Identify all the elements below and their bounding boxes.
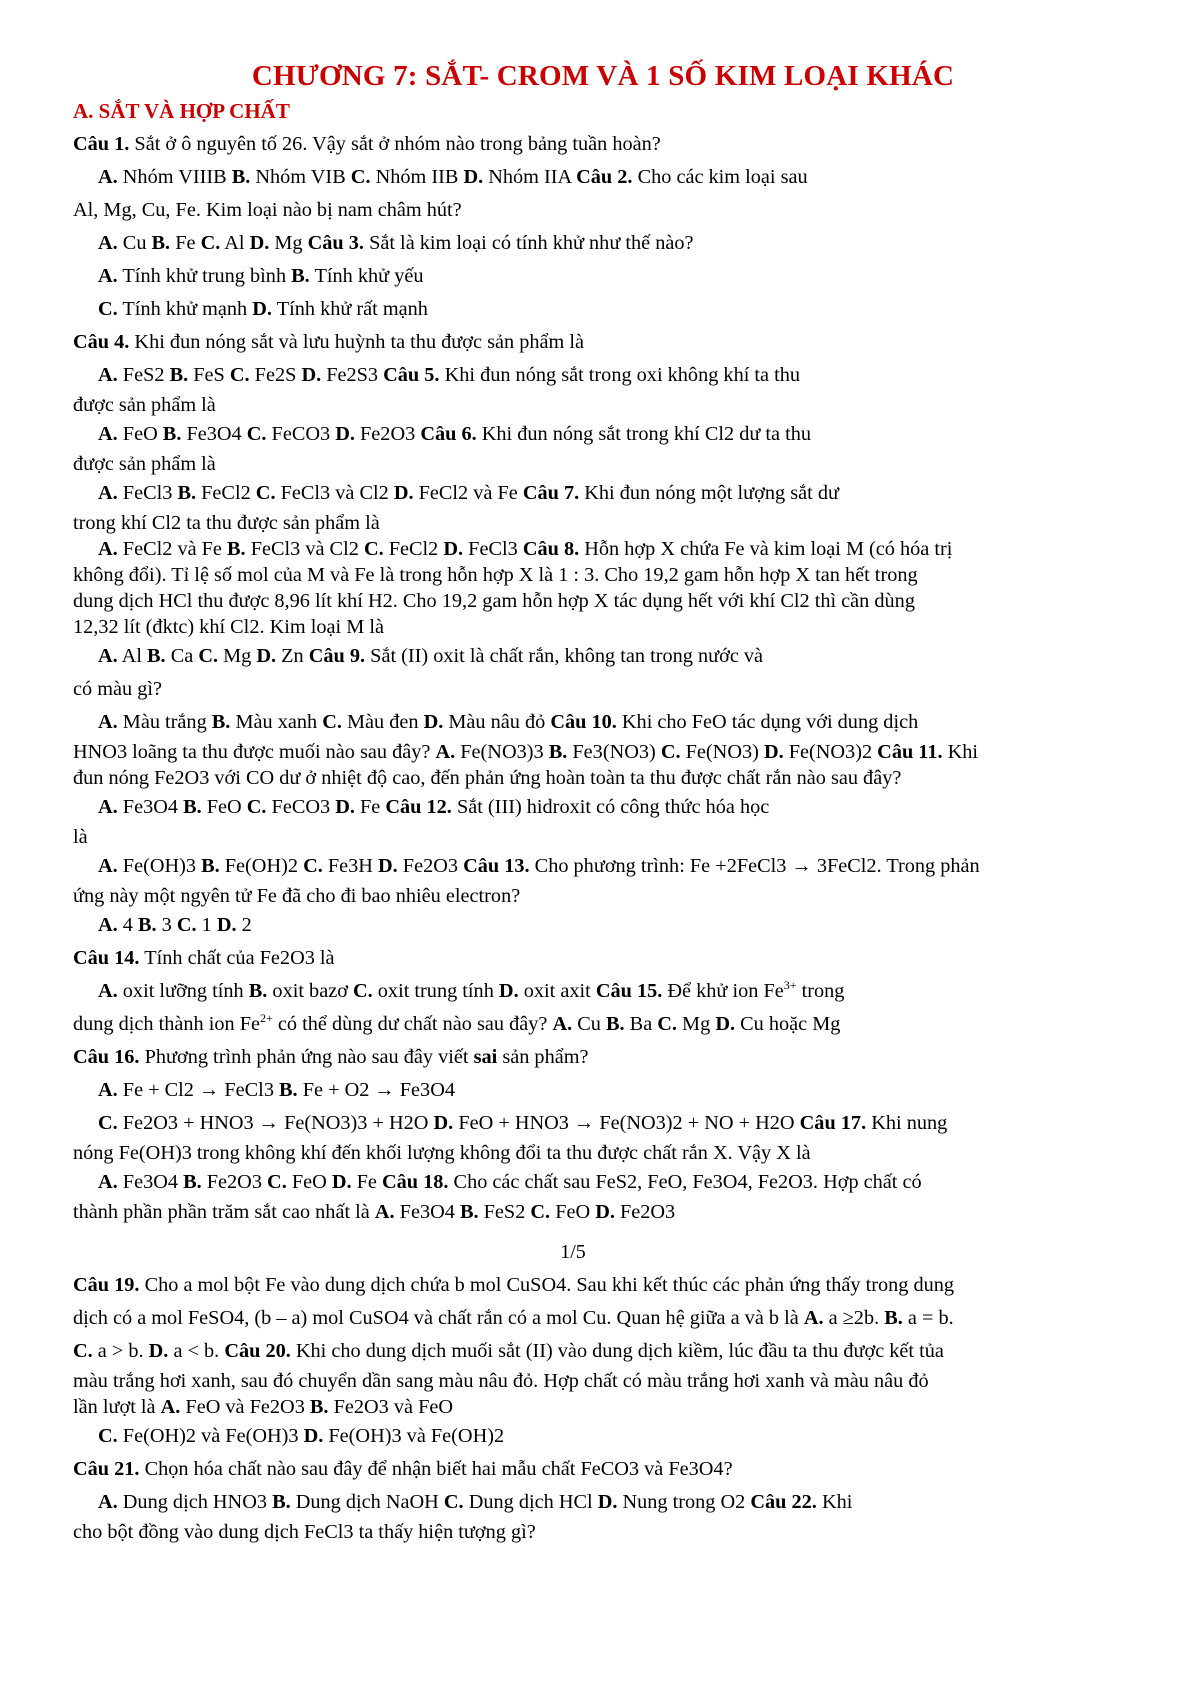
bold-label: C. bbox=[246, 423, 267, 445]
text-run: Fe3O4 bbox=[117, 1171, 184, 1193]
bold-label: A. bbox=[552, 1013, 573, 1035]
text-line bbox=[73, 1453, 1133, 1486]
bold-label: B. bbox=[291, 265, 310, 287]
bold-label: Câu 18. bbox=[381, 1171, 449, 1193]
bold-label: C. bbox=[660, 741, 681, 763]
bold-label: A. bbox=[98, 538, 118, 560]
questions-block-2 bbox=[73, 1269, 1133, 1545]
text-run: Sắt (III) hidroxit có công thức hóa học bbox=[451, 796, 770, 818]
text-run: cho bột đồng vào dung dịch FeCl3 ta thấy hiện tượng gì? bbox=[73, 1521, 536, 1543]
bold-label: sai bbox=[473, 1046, 498, 1068]
bold-label: B. bbox=[309, 1396, 329, 1418]
bold-label: C. bbox=[98, 298, 118, 320]
text-run: Fe + O2 → Fe3O4 bbox=[297, 1079, 455, 1101]
bold-label: Câu 6. bbox=[420, 423, 477, 445]
text-run: Khi đun nóng một lượng sắt dư bbox=[579, 482, 839, 504]
text-line bbox=[73, 161, 1133, 194]
bold-label: D. bbox=[378, 855, 398, 877]
text-run: FeO bbox=[286, 1171, 332, 1193]
bold-label: D. bbox=[595, 1201, 615, 1223]
text-run: Khi nung bbox=[866, 1112, 948, 1134]
bold-label: D. bbox=[252, 298, 272, 320]
text-line bbox=[73, 1041, 1133, 1074]
text-run: lần lượt là bbox=[73, 1396, 161, 1418]
bold-label: Câu 22. bbox=[750, 1491, 817, 1513]
bold-label: D. bbox=[303, 1425, 324, 1447]
bold-label: B. bbox=[272, 1491, 291, 1513]
text-run: dung dịch HCl thu được 8,96 lít khí H2. Cho 19,2 gam hỗn hợp X tác dụng hết với khí Cl2 thì cần dùng bbox=[73, 590, 915, 612]
bold-label: Câu 9. bbox=[308, 645, 366, 667]
text-run: có thể dùng dư chất nào sau đây? bbox=[272, 1013, 553, 1035]
bold-label: A. bbox=[803, 1307, 824, 1329]
text-run: màu trắng hơi xanh, sau đó chuyển dần sang màu nâu đỏ. Hợp chất có màu trắng hơi xanh và màu nâu đỏ bbox=[73, 1370, 929, 1392]
bold-label: Câu 17. bbox=[799, 1112, 867, 1134]
text-run: Sắt là kim loại có tính khử như thế nào? bbox=[364, 232, 694, 254]
bold-label: Câu 5. bbox=[383, 364, 440, 386]
text-run: là bbox=[73, 826, 88, 848]
text-run: FeS bbox=[188, 364, 230, 386]
text-run: a ≥2b. bbox=[823, 1307, 885, 1329]
text-run: Cho các kim loại sau bbox=[632, 166, 808, 188]
text-run: thành phần phần trăm sắt cao nhất là bbox=[73, 1201, 375, 1223]
bold-label: D. bbox=[597, 1491, 618, 1513]
section-heading: A. SẮT VÀ HỢP CHẤT bbox=[73, 99, 290, 123]
text-line bbox=[73, 850, 1133, 883]
bold-label: B. bbox=[147, 645, 166, 667]
text-run: FeO + HNO3 → Fe(NO3)2 + NO + H2O bbox=[453, 1112, 800, 1134]
bold-label: Câu 2. bbox=[576, 166, 633, 188]
bold-label: A. bbox=[98, 645, 118, 667]
text-run: HNO3 loãng ta thu được muối nào sau đây? bbox=[73, 741, 436, 763]
text-run: Tính khử yếu bbox=[309, 265, 424, 287]
bold-label: C. bbox=[303, 855, 323, 877]
text-run: Khi bbox=[816, 1491, 853, 1513]
text-run: a > b. bbox=[92, 1340, 149, 1362]
text-run: Chọn hóa chất nào sau đây để nhận biết hai mẫu chất FeCO3 và Fe3O4? bbox=[139, 1458, 733, 1480]
text-run: Cu bbox=[572, 1013, 606, 1035]
bold-label: C. bbox=[176, 914, 197, 936]
text-run: 1 bbox=[196, 914, 217, 936]
text-run: Cho a mol bột Fe vào dung dịch chứa b mol CuSO4. Sau khi kết thúc các phản ứng thấy trong dung bbox=[139, 1274, 955, 1296]
text-line bbox=[73, 260, 1133, 293]
text-run: Fe2O3 bbox=[614, 1201, 676, 1223]
text-run: Khi cho dung dịch muối sắt (II) vào dung dịch kiềm, lúc đầu ta thu được kết tủa bbox=[290, 1340, 944, 1362]
text-line bbox=[73, 477, 1133, 510]
text-line bbox=[73, 562, 1133, 588]
bold-label: B. bbox=[138, 914, 157, 936]
page-number: 1/5 bbox=[560, 1241, 586, 1263]
bold-label: B. bbox=[548, 741, 568, 763]
text-run: sản phẩm? bbox=[497, 1046, 589, 1068]
text-line bbox=[73, 510, 1133, 536]
text-line bbox=[73, 765, 1133, 791]
text-run: 3 bbox=[156, 914, 177, 936]
bold-label: B. bbox=[183, 796, 202, 818]
text-run: Fe(OH)3 và Fe(OH)2 bbox=[323, 1425, 505, 1447]
text-line bbox=[73, 640, 1133, 673]
bold-label: A. bbox=[98, 980, 118, 1002]
text-run: oxit bazơ bbox=[267, 980, 353, 1002]
text-line bbox=[73, 1199, 1133, 1225]
text-run: FeCl2 và Fe bbox=[413, 482, 523, 504]
text-line bbox=[73, 1519, 1133, 1545]
bold-label: D. bbox=[331, 1171, 352, 1193]
text-run: đun nóng Fe2O3 với CO dư ở nhiệt độ cao, đến phản ứng hoàn toàn ta thu được chất rắn nào sau đây? bbox=[73, 767, 902, 789]
text-run: FeO bbox=[201, 796, 247, 818]
text-run: oxit lưỡng tính bbox=[117, 980, 249, 1002]
text-run: Tính khử mạnh bbox=[117, 298, 253, 320]
text-run: Fe(NO3) bbox=[680, 741, 764, 763]
text-run: FeCl3 và Cl2 bbox=[275, 482, 394, 504]
text-line bbox=[73, 883, 1133, 909]
bold-label: A. bbox=[98, 711, 118, 733]
bold-label: A. bbox=[98, 1171, 118, 1193]
bold-label: C. bbox=[200, 232, 221, 254]
bold-label: C. bbox=[246, 796, 267, 818]
text-run: FeCl2 và Fe bbox=[117, 538, 228, 560]
text-run: Fe2O3 + HNO3 → Fe(NO3)3 + H2O bbox=[117, 1112, 434, 1134]
bold-label: D. bbox=[335, 423, 355, 445]
text-run: 4 bbox=[117, 914, 138, 936]
text-run: Fe(NO3)3 bbox=[455, 741, 549, 763]
text-line bbox=[73, 1394, 1133, 1420]
text-line bbox=[73, 227, 1133, 260]
text-run: Tính khử trung bình bbox=[117, 265, 292, 287]
bold-label: B. bbox=[162, 423, 182, 445]
text-line bbox=[73, 1166, 1133, 1199]
text-run: trong khí Cl2 ta thu được sản phẩm là bbox=[73, 512, 380, 534]
text-run: Fe2S3 bbox=[321, 364, 384, 386]
text-line bbox=[73, 451, 1133, 477]
text-run: Fe2O3 bbox=[397, 855, 464, 877]
text-run: Fe3(NO3) bbox=[567, 741, 661, 763]
text-run: Hỗn hợp X chứa Fe và kim loại M (có hóa trị bbox=[579, 538, 953, 560]
bold-label: D. bbox=[301, 364, 322, 386]
text-run: Mg bbox=[269, 232, 308, 254]
text-line bbox=[73, 326, 1133, 359]
bold-label: A. bbox=[374, 1201, 395, 1223]
text-line bbox=[73, 673, 1133, 706]
text-line bbox=[73, 1008, 1133, 1041]
text-run: FeS2 bbox=[117, 364, 170, 386]
text-run: Nhóm VIB bbox=[250, 166, 351, 188]
bold-label: B. bbox=[211, 711, 231, 733]
text-line bbox=[73, 1368, 1133, 1394]
text-line bbox=[73, 1074, 1133, 1107]
text-run: Fe2O3 và FeO bbox=[328, 1396, 454, 1418]
bold-label: D. bbox=[423, 711, 444, 733]
text-run: Fe(NO3)2 bbox=[783, 741, 878, 763]
bold-label: C. bbox=[350, 166, 371, 188]
bold-label: C. bbox=[530, 1201, 551, 1223]
text-line bbox=[73, 975, 1133, 1008]
text-run: Tính chất của Fe2O3 là bbox=[139, 947, 335, 969]
text-run: nóng Fe(OH)3 trong không khí đến khối lượng không đổi ta thu được chất rắn X. Vậy X là bbox=[73, 1142, 811, 1164]
bold-label: C. bbox=[363, 538, 384, 560]
text-line bbox=[73, 706, 1133, 739]
text-line bbox=[73, 1420, 1133, 1453]
text-run: Fe(OH)3 bbox=[117, 855, 202, 877]
bold-label: C. bbox=[267, 1171, 287, 1193]
bold-label: Câu 12. bbox=[385, 796, 452, 818]
bold-label: A. bbox=[435, 741, 456, 763]
text-run: Màu xanh bbox=[230, 711, 323, 733]
text-line bbox=[73, 418, 1133, 451]
text-run: dung dịch thành ion Fe bbox=[73, 1013, 261, 1035]
text-run: Fe2O3 bbox=[354, 423, 421, 445]
text-run: FeO bbox=[117, 423, 163, 445]
questions-block-1 bbox=[73, 128, 1133, 1225]
text-line bbox=[73, 392, 1133, 418]
bold-label: A. bbox=[98, 423, 118, 445]
document-page bbox=[73, 60, 1133, 1545]
text-run: Fe3H bbox=[322, 855, 379, 877]
text-run: Zn bbox=[276, 645, 309, 667]
bold-label: Câu 16. bbox=[73, 1046, 140, 1068]
text-run: Nhóm IIB bbox=[370, 166, 464, 188]
text-run: Nhóm VIIIB bbox=[117, 166, 232, 188]
bold-label: Câu 3. bbox=[307, 232, 364, 254]
text-run: FeCl2 bbox=[383, 538, 444, 560]
text-run: oxit trung tính bbox=[372, 980, 499, 1002]
text-line bbox=[73, 824, 1133, 850]
text-run: Fe(OH)2 bbox=[219, 855, 304, 877]
text-run: FeO bbox=[550, 1201, 596, 1223]
bold-label: B. bbox=[279, 1079, 298, 1101]
bold-label: D. bbox=[763, 741, 784, 763]
text-line bbox=[73, 1335, 1133, 1368]
bold-label: C. bbox=[229, 364, 250, 386]
bold-label: A. bbox=[98, 855, 118, 877]
bold-label: D. bbox=[463, 166, 484, 188]
bold-label: B. bbox=[459, 1201, 479, 1223]
text-run: Cu bbox=[117, 232, 152, 254]
text-line bbox=[73, 791, 1133, 824]
text-run: trong bbox=[796, 980, 845, 1002]
text-run: FeCl3 bbox=[117, 482, 178, 504]
text-run: Mg bbox=[676, 1013, 716, 1035]
bold-label: C. bbox=[443, 1491, 464, 1513]
text-run: Dung dịch HCl bbox=[463, 1491, 598, 1513]
text-line bbox=[73, 1107, 1133, 1140]
bold-label: Câu 11. bbox=[877, 741, 943, 763]
text-line bbox=[73, 1486, 1133, 1519]
text-run: Ca bbox=[165, 645, 199, 667]
bold-label: Câu 14. bbox=[73, 947, 140, 969]
text-run: Dung dịch NaOH bbox=[290, 1491, 444, 1513]
text-run: Khi bbox=[942, 741, 979, 763]
chapter-title: CHƯƠNG 7: SẮT- CROM VÀ 1 SỐ KIM LOẠI KHÁC bbox=[251, 60, 955, 92]
text-run: FeCO3 bbox=[266, 796, 336, 818]
bold-label: A. bbox=[98, 364, 118, 386]
text-run: Tính khử rất mạnh bbox=[272, 298, 428, 320]
text-run: dịch có a mol FeSO4, (b – a) mol CuSO4 và chất rắn có a mol Cu. Quan hệ giữa a và b là bbox=[73, 1307, 804, 1329]
bold-label: Câu 1. bbox=[73, 133, 130, 155]
bold-label: A. bbox=[98, 166, 118, 188]
bold-label: D. bbox=[216, 914, 237, 936]
text-run: FeCO3 bbox=[266, 423, 336, 445]
superscript: 2+ bbox=[260, 1011, 273, 1025]
text-run: Khi đun nóng sắt và lưu huỳnh ta thu được sản phẩm là bbox=[129, 331, 584, 353]
text-run: Al bbox=[220, 232, 250, 254]
bold-label: A. bbox=[98, 796, 118, 818]
bold-label: Câu 15. bbox=[595, 980, 663, 1002]
text-run: Dung dịch HNO3 bbox=[117, 1491, 273, 1513]
text-run: không đổi). Tỉ lệ số mol của M và Fe là trong hỗn hợp X là 1 : 3. Cho 19,2 gam hỗn hợp X tan hết trong bbox=[73, 564, 918, 586]
text-run: Sắt (II) oxit là chất rắn, không tan trong nước và bbox=[365, 645, 764, 667]
text-run: Fe(OH)2 và Fe(OH)3 bbox=[117, 1425, 304, 1447]
bold-label: C. bbox=[73, 1340, 93, 1362]
text-run: FeCl2 bbox=[196, 482, 256, 504]
bold-label: Câu 21. bbox=[73, 1458, 140, 1480]
text-run: Cho phương trình: Fe +2FeCl3 → 3FeCl2. Trong phản bbox=[529, 855, 980, 877]
text-run: có màu gì? bbox=[73, 678, 162, 700]
bold-label: B. bbox=[177, 482, 197, 504]
bold-label: C. bbox=[657, 1013, 677, 1035]
bold-label: B. bbox=[227, 538, 246, 560]
text-run: a < b. bbox=[168, 1340, 225, 1362]
bold-label: B. bbox=[884, 1307, 903, 1329]
text-run: 2 bbox=[236, 914, 252, 936]
text-run: Màu nâu đỏ bbox=[443, 711, 551, 733]
text-line bbox=[73, 942, 1133, 975]
text-line bbox=[73, 614, 1133, 640]
bold-label: C. bbox=[322, 711, 342, 733]
text-run: Sắt ở ô nguyên tố 26. Vậy sắt ở nhóm nào trong bảng tuần hoàn? bbox=[129, 133, 661, 155]
bold-label: Câu 10. bbox=[550, 711, 617, 733]
bold-label: D. bbox=[393, 482, 414, 504]
text-line bbox=[73, 1302, 1133, 1335]
bold-label: D. bbox=[335, 796, 355, 818]
bold-label: Câu 20. bbox=[224, 1340, 291, 1362]
bold-label: D. bbox=[433, 1112, 454, 1134]
bold-label: B. bbox=[605, 1013, 625, 1035]
text-run: Khi cho FeO tác dụng với dung dịch bbox=[616, 711, 919, 733]
bold-label: C. bbox=[353, 980, 373, 1002]
text-run: Phương trình phản ứng nào sau đây viết bbox=[139, 1046, 474, 1068]
bold-label: A. bbox=[98, 232, 118, 254]
bold-label: C. bbox=[98, 1425, 118, 1447]
bold-label: D. bbox=[249, 232, 270, 254]
bold-label: Câu 4. bbox=[73, 331, 130, 353]
text-run: Fe3O4 bbox=[181, 423, 247, 445]
text-run: Mg bbox=[218, 645, 257, 667]
text-line bbox=[73, 588, 1133, 614]
text-run: Fe3O4 bbox=[117, 796, 184, 818]
bold-label: D. bbox=[256, 645, 277, 667]
text-run: Cu hoặc Mg bbox=[735, 1013, 841, 1035]
text-run: Fe2S bbox=[249, 364, 302, 386]
bold-label: C. bbox=[98, 1112, 118, 1134]
bold-label: B. bbox=[201, 855, 220, 877]
bold-label: A. bbox=[98, 1491, 118, 1513]
text-line bbox=[73, 194, 1133, 227]
text-line bbox=[73, 293, 1133, 326]
bold-label: Câu 7. bbox=[522, 482, 580, 504]
text-run: Fe + Cl2 → FeCl3 bbox=[117, 1079, 280, 1101]
text-line bbox=[73, 359, 1133, 392]
text-run: được sản phẩm là bbox=[73, 394, 216, 416]
text-run: FeS2 bbox=[478, 1201, 531, 1223]
text-run: Màu trắng bbox=[117, 711, 212, 733]
text-run: Fe bbox=[351, 1171, 382, 1193]
text-run: Nung trong O2 bbox=[617, 1491, 751, 1513]
bold-label: D. bbox=[148, 1340, 169, 1362]
text-run: Cho các chất sau FeS2, FeO, Fe3O4, Fe2O3. Hợp chất có bbox=[448, 1171, 922, 1193]
text-run: Al, Mg, Cu, Fe. Kim loại nào bị nam châm hút? bbox=[73, 199, 462, 221]
text-run: oxit axit bbox=[518, 980, 596, 1002]
text-run: Al bbox=[117, 645, 148, 667]
bold-label: A. bbox=[98, 1079, 118, 1101]
text-run: Nhóm IIA bbox=[483, 166, 577, 188]
bold-label: B. bbox=[231, 166, 251, 188]
bold-label: Câu 19. bbox=[73, 1274, 140, 1296]
bold-label: B. bbox=[183, 1171, 202, 1193]
text-line bbox=[73, 739, 1133, 765]
text-run: Fe2O3 bbox=[201, 1171, 268, 1193]
text-run: Khi đun nóng sắt trong oxi không khí ta thu bbox=[439, 364, 801, 386]
text-line bbox=[73, 1140, 1133, 1166]
text-run: Ba bbox=[624, 1013, 658, 1035]
text-run: được sản phẩm là bbox=[73, 453, 216, 475]
text-run: FeCl3 và Cl2 bbox=[245, 538, 364, 560]
bold-label: C. bbox=[255, 482, 276, 504]
bold-label: A. bbox=[98, 265, 118, 287]
text-line bbox=[73, 128, 1133, 161]
text-run: FeCl3 bbox=[463, 538, 523, 560]
bold-label: B. bbox=[169, 364, 189, 386]
bold-label: A. bbox=[98, 482, 118, 504]
text-run: Fe bbox=[354, 796, 386, 818]
bold-label: A. bbox=[98, 914, 118, 936]
text-run: FeO và Fe2O3 bbox=[180, 1396, 310, 1418]
superscript: 3+ bbox=[783, 978, 797, 992]
text-line bbox=[73, 909, 1133, 942]
bold-label: D. bbox=[498, 980, 519, 1002]
text-run: a = b. bbox=[902, 1307, 954, 1329]
text-run: 12,32 lít (đktc) khí Cl2. Kim loại M là bbox=[73, 616, 384, 638]
text-line bbox=[73, 1269, 1133, 1302]
bold-label: D. bbox=[715, 1013, 736, 1035]
bold-label: Câu 13. bbox=[463, 855, 530, 877]
text-run: ứng này một ngyên tử Fe đã cho đi bao nhiêu electron? bbox=[73, 885, 521, 907]
text-line bbox=[73, 536, 1133, 562]
text-run: Fe bbox=[170, 232, 201, 254]
bold-label: Câu 8. bbox=[522, 538, 580, 560]
text-run: Fe3O4 bbox=[394, 1201, 460, 1223]
text-run: Để khử ion Fe bbox=[662, 980, 784, 1002]
bold-label: C. bbox=[198, 645, 219, 667]
bold-label: A. bbox=[160, 1396, 181, 1418]
text-run: Màu đen bbox=[341, 711, 424, 733]
bold-label: D. bbox=[443, 538, 464, 560]
bold-label: B. bbox=[151, 232, 171, 254]
bold-label: B. bbox=[248, 980, 268, 1002]
text-run: Khi đun nóng sắt trong khí Cl2 dư ta thu bbox=[476, 423, 812, 445]
